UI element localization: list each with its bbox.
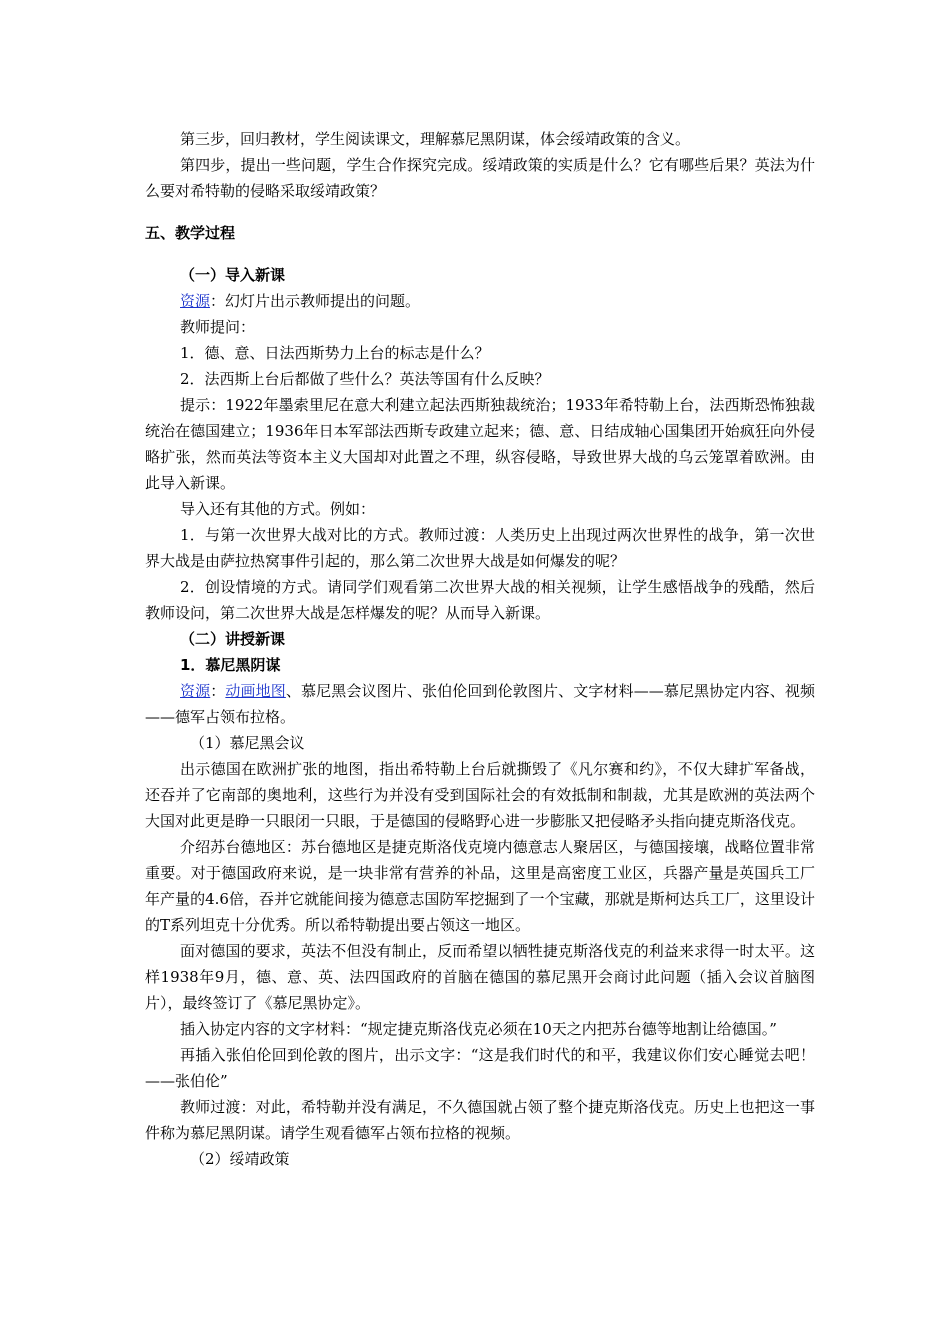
part2-resource-text: 、慕尼黑会议图片、张伯伦回到伦敦图片、文字材料——慕尼黑协定内容、视频——德军占领布拉格。 xyxy=(145,682,815,726)
part2-resource-line xyxy=(145,678,815,730)
part2-heading: （二）讲授新课 xyxy=(180,630,286,648)
part1-resource-line xyxy=(145,288,815,314)
demand-paragraph: 面对德国的要求，英法不但没有制止，反而希望以牺牲捷克斯洛伐克的利益来求得一时太平。这样1938年9月，德、意、英、法四国政府的首脑在德国的慕尼黑开会商讨此问题（插入会议首脑图片），最终签订了《慕尼黑协定》。 xyxy=(145,942,815,1012)
way-2: 2．创设情境的方式。请同学们观看第二次世界大战的相关视频，让学生感悟战争的残酷，然后教师设问，第二次世界大战是怎样爆发的呢？从而导入新课。 xyxy=(145,578,815,622)
hint-paragraph: 提示：1922年墨索里尼在意大利建立起法西斯独裁统治；1933年希特勒上台，法西斯恐怖独裁统治在德国建立；1936年日本军部法西斯专政建立起来；德、意、日结成轴心国集团开始疯狂向外侵略扩张，然而英法等资本主义大国却对此置之不理，纵容侵略，导致世界大战的乌云笼罩着欧洲。由此导入新课。 xyxy=(145,396,815,492)
sudeten-paragraph: 介绍苏台德地区：苏台德地区是捷克斯洛伐克境内德意志人聚居区，与德国接壤，战略位置非常重要。对于德国政府来说，是一块非常有营养的补品，这里是高密度工业区，兵器产量是英国兵工厂年产量的4.6倍，吞并它就能间接为德意志国防军挖掘到了一个宝藏，那就是斯柯达兵工厂，这里设计的T系列坦克十分优秀。所以希特勒提出要占领这一地区。 xyxy=(145,838,815,934)
sub1-heading: 1．慕尼黑阴谋 xyxy=(180,656,281,674)
teacher-ask: 教师提问： xyxy=(180,318,256,336)
appeasement-subheading: （2）绥靖政策 xyxy=(190,1150,290,1168)
part1-heading: （一）导入新课 xyxy=(180,266,286,284)
resource-colon: ： xyxy=(210,682,226,700)
question-2: 2．法西斯上台后都做了些什么？英法等国有什么反映？ xyxy=(180,370,550,388)
insert-paragraph: 插入协定内容的文字材料：“规定捷克斯洛伐克必须在10天之内把苏台德等地割让给德国。” xyxy=(180,1020,777,1038)
munich-meeting-subheading: （1）慕尼黑会议 xyxy=(190,734,305,752)
animated-map-link[interactable]: 动画地图 xyxy=(225,682,286,700)
way-1: 1．与第一次世界大战对比的方式。教师过渡：人类历史上出现过两次世界性的战争，第一次世界大战是由萨拉热窝事件引起的，那么第二次世界大战是如何爆发的呢？ xyxy=(145,526,815,570)
chamberlain-paragraph: 再插入张伯伦回到伦敦的图片，出示文字：“这是我们时代的和平，我建议你们安心睡觉去吧！——张伯伦” xyxy=(145,1046,815,1090)
step4-paragraph: 第四步，提出一些问题，学生合作探究完成。绥靖政策的实质是什么？它有哪些后果？英法为什么要对希特勒的侵略采取绥靖政策？ xyxy=(145,156,815,200)
question-1: 1．德、意、日法西斯势力上台的标志是什么？ xyxy=(180,344,490,362)
part1-resource-text: ：幻灯片出示教师提出的问题。 xyxy=(210,292,421,310)
resource-link[interactable]: 资源 xyxy=(180,292,211,310)
section5-heading: 五、教学过程 xyxy=(145,224,236,242)
resource-link-2[interactable]: 资源 xyxy=(180,682,211,700)
document-page xyxy=(145,126,815,1172)
step3-paragraph: 第三步，回归教材，学生阅读课文，理解慕尼黑阴谋，体会绥靖政策的含义。 xyxy=(180,130,691,148)
other-ways: 导入还有其他的方式。例如： xyxy=(180,500,376,518)
transition-paragraph: 教师过渡：对此，希特勒并没有满足，不久德国就占领了整个捷克斯洛伐克。历史上也把这一事件称为慕尼黑阴谋。请学生观看德军占领布拉格的视频。 xyxy=(145,1098,815,1142)
map-paragraph: 出示德国在欧洲扩张的地图，指出希特勒上台后就撕毁了《凡尔赛和约》，不仅大肆扩军备战，还吞并了它南部的奥地利，这些行为并没有受到国际社会的有效抵制和制裁，尤其是欧洲的英法两个大国对此更是睁一只眼闭一只眼，于是德国的侵略野心进一步膨胀又把侵略矛头指向捷克斯洛伐克。 xyxy=(145,760,815,830)
